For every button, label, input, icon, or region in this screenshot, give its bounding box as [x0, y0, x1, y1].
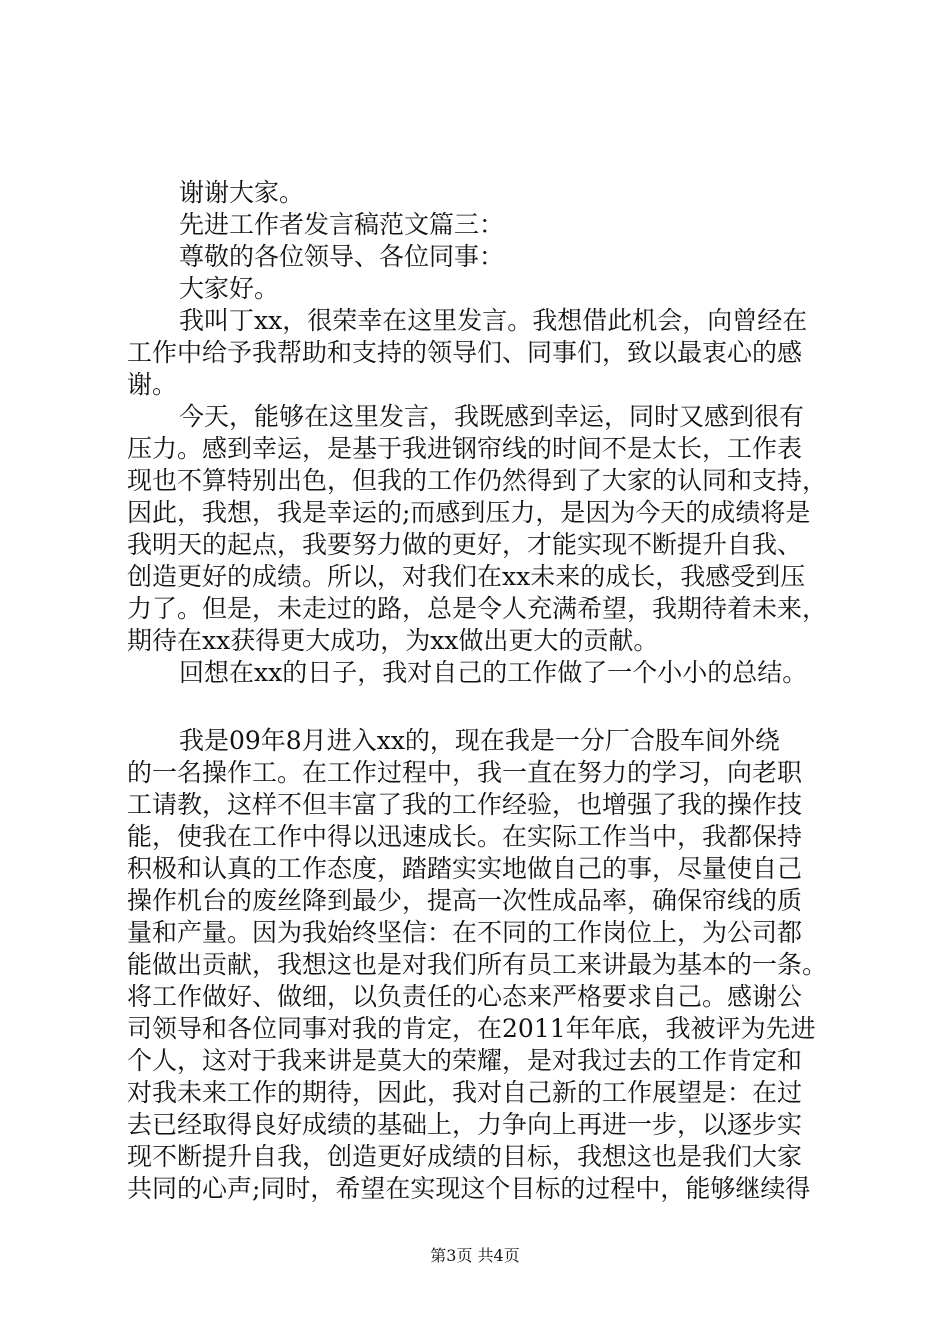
salutation: 尊敬的各位领导、各位同事：	[179, 242, 505, 271]
text-line: 能做出贡献，我想这也是对我们所有员工来讲最为基本的一条。	[127, 950, 828, 979]
greeting: 大家好。	[179, 274, 280, 303]
text-line: 共同的心声;同时，希望在实现这个目标的过程中，能够继续得	[127, 1174, 811, 1203]
text-line: 量和产量。因为我始终坚信：在不同的工作岗位上，为公司都	[127, 918, 803, 947]
text-line: 创造更好的成绩。所以，对我们在xx未来的成长，我感受到压	[127, 562, 806, 591]
text-line: 因此，我想，我是幸运的;而感到压力，是因为今天的成绩将是	[127, 498, 811, 527]
paragraph-gap	[127, 689, 839, 725]
greeting-block	[127, 177, 839, 305]
text-line: 谢。	[127, 370, 178, 399]
text-line: 能，使我在工作中得以迅速成长。在实际工作当中，我都保持	[127, 822, 803, 851]
text-line: 去已经取得良好成绩的基础上，力争向上再进一步，以逐步实	[127, 1110, 803, 1139]
paragraph-2	[127, 401, 839, 657]
text-line: 我是09年8月进入xx的，现在我是一分厂合股车间外绕	[179, 726, 780, 755]
text-line: 谢谢大家。	[179, 178, 305, 207]
text-line: 现不断提升自我，创造更好成绩的目标，我想这也是我们大家	[127, 1142, 803, 1171]
text-line: 司领导和各位同事对我的肯定，在2011年年底，我被评为先进	[127, 1014, 816, 1043]
text-line: 工作中给予我帮助和支持的领导们、同事们，致以最衷心的感	[127, 338, 803, 367]
text-line: 压力。感到幸运，是基于我进钢帘线的时间不是太长，工作表	[127, 434, 803, 463]
text-line: 将工作做好、做细，以负责任的心态来严格要求自己。感谢公	[127, 982, 803, 1011]
page-footer: 第3页 共4页	[430, 1246, 520, 1265]
paragraph-1	[127, 305, 839, 401]
text-line: 对我未来工作的期待，因此，我对自己新的工作展望是：在过	[127, 1078, 803, 1107]
document-body	[127, 177, 839, 1205]
text-line: 今天，能够在这里发言，我既感到幸运，同时又感到很有	[179, 402, 805, 431]
text-line: 回想在xx的日子，我对自己的工作做了一个小小的总结。	[179, 658, 808, 687]
section-title: 先进工作者发言稿范文篇三：	[179, 210, 505, 239]
text-line: 我明天的起点，我要努力做的更好，才能实现不断提升自我、	[127, 530, 803, 559]
text-line: 积极和认真的工作态度，踏踏实实地做自己的事，尽量使自己	[127, 854, 803, 883]
text-line: 我叫丁xx，很荣幸在这里发言。我想借此机会，向曾经在	[179, 306, 808, 335]
text-line: 现也不算特别出色，但我的工作仍然得到了大家的认同和支持，	[127, 466, 828, 495]
text-line: 力了。但是，未走过的路，总是令人充满希望，我期待着未来，	[127, 594, 828, 623]
paragraph-3	[127, 657, 839, 689]
text-line: 的一名操作工。在工作过程中，我一直在努力的学习，向老职	[127, 758, 803, 787]
text-line: 个人，这对于我来讲是莫大的荣耀，是对我过去的工作肯定和	[127, 1046, 803, 1075]
text-line: 工请教，这样不但丰富了我的工作经验，也增强了我的操作技	[127, 790, 803, 819]
text-line: 期待在xx获得更大成功，为xx做出更大的贡献。	[127, 626, 659, 655]
paragraph-4	[127, 725, 839, 1205]
text-line: 操作机台的废丝降到最少，提高一次性成品率，确保帘线的质	[127, 886, 803, 915]
